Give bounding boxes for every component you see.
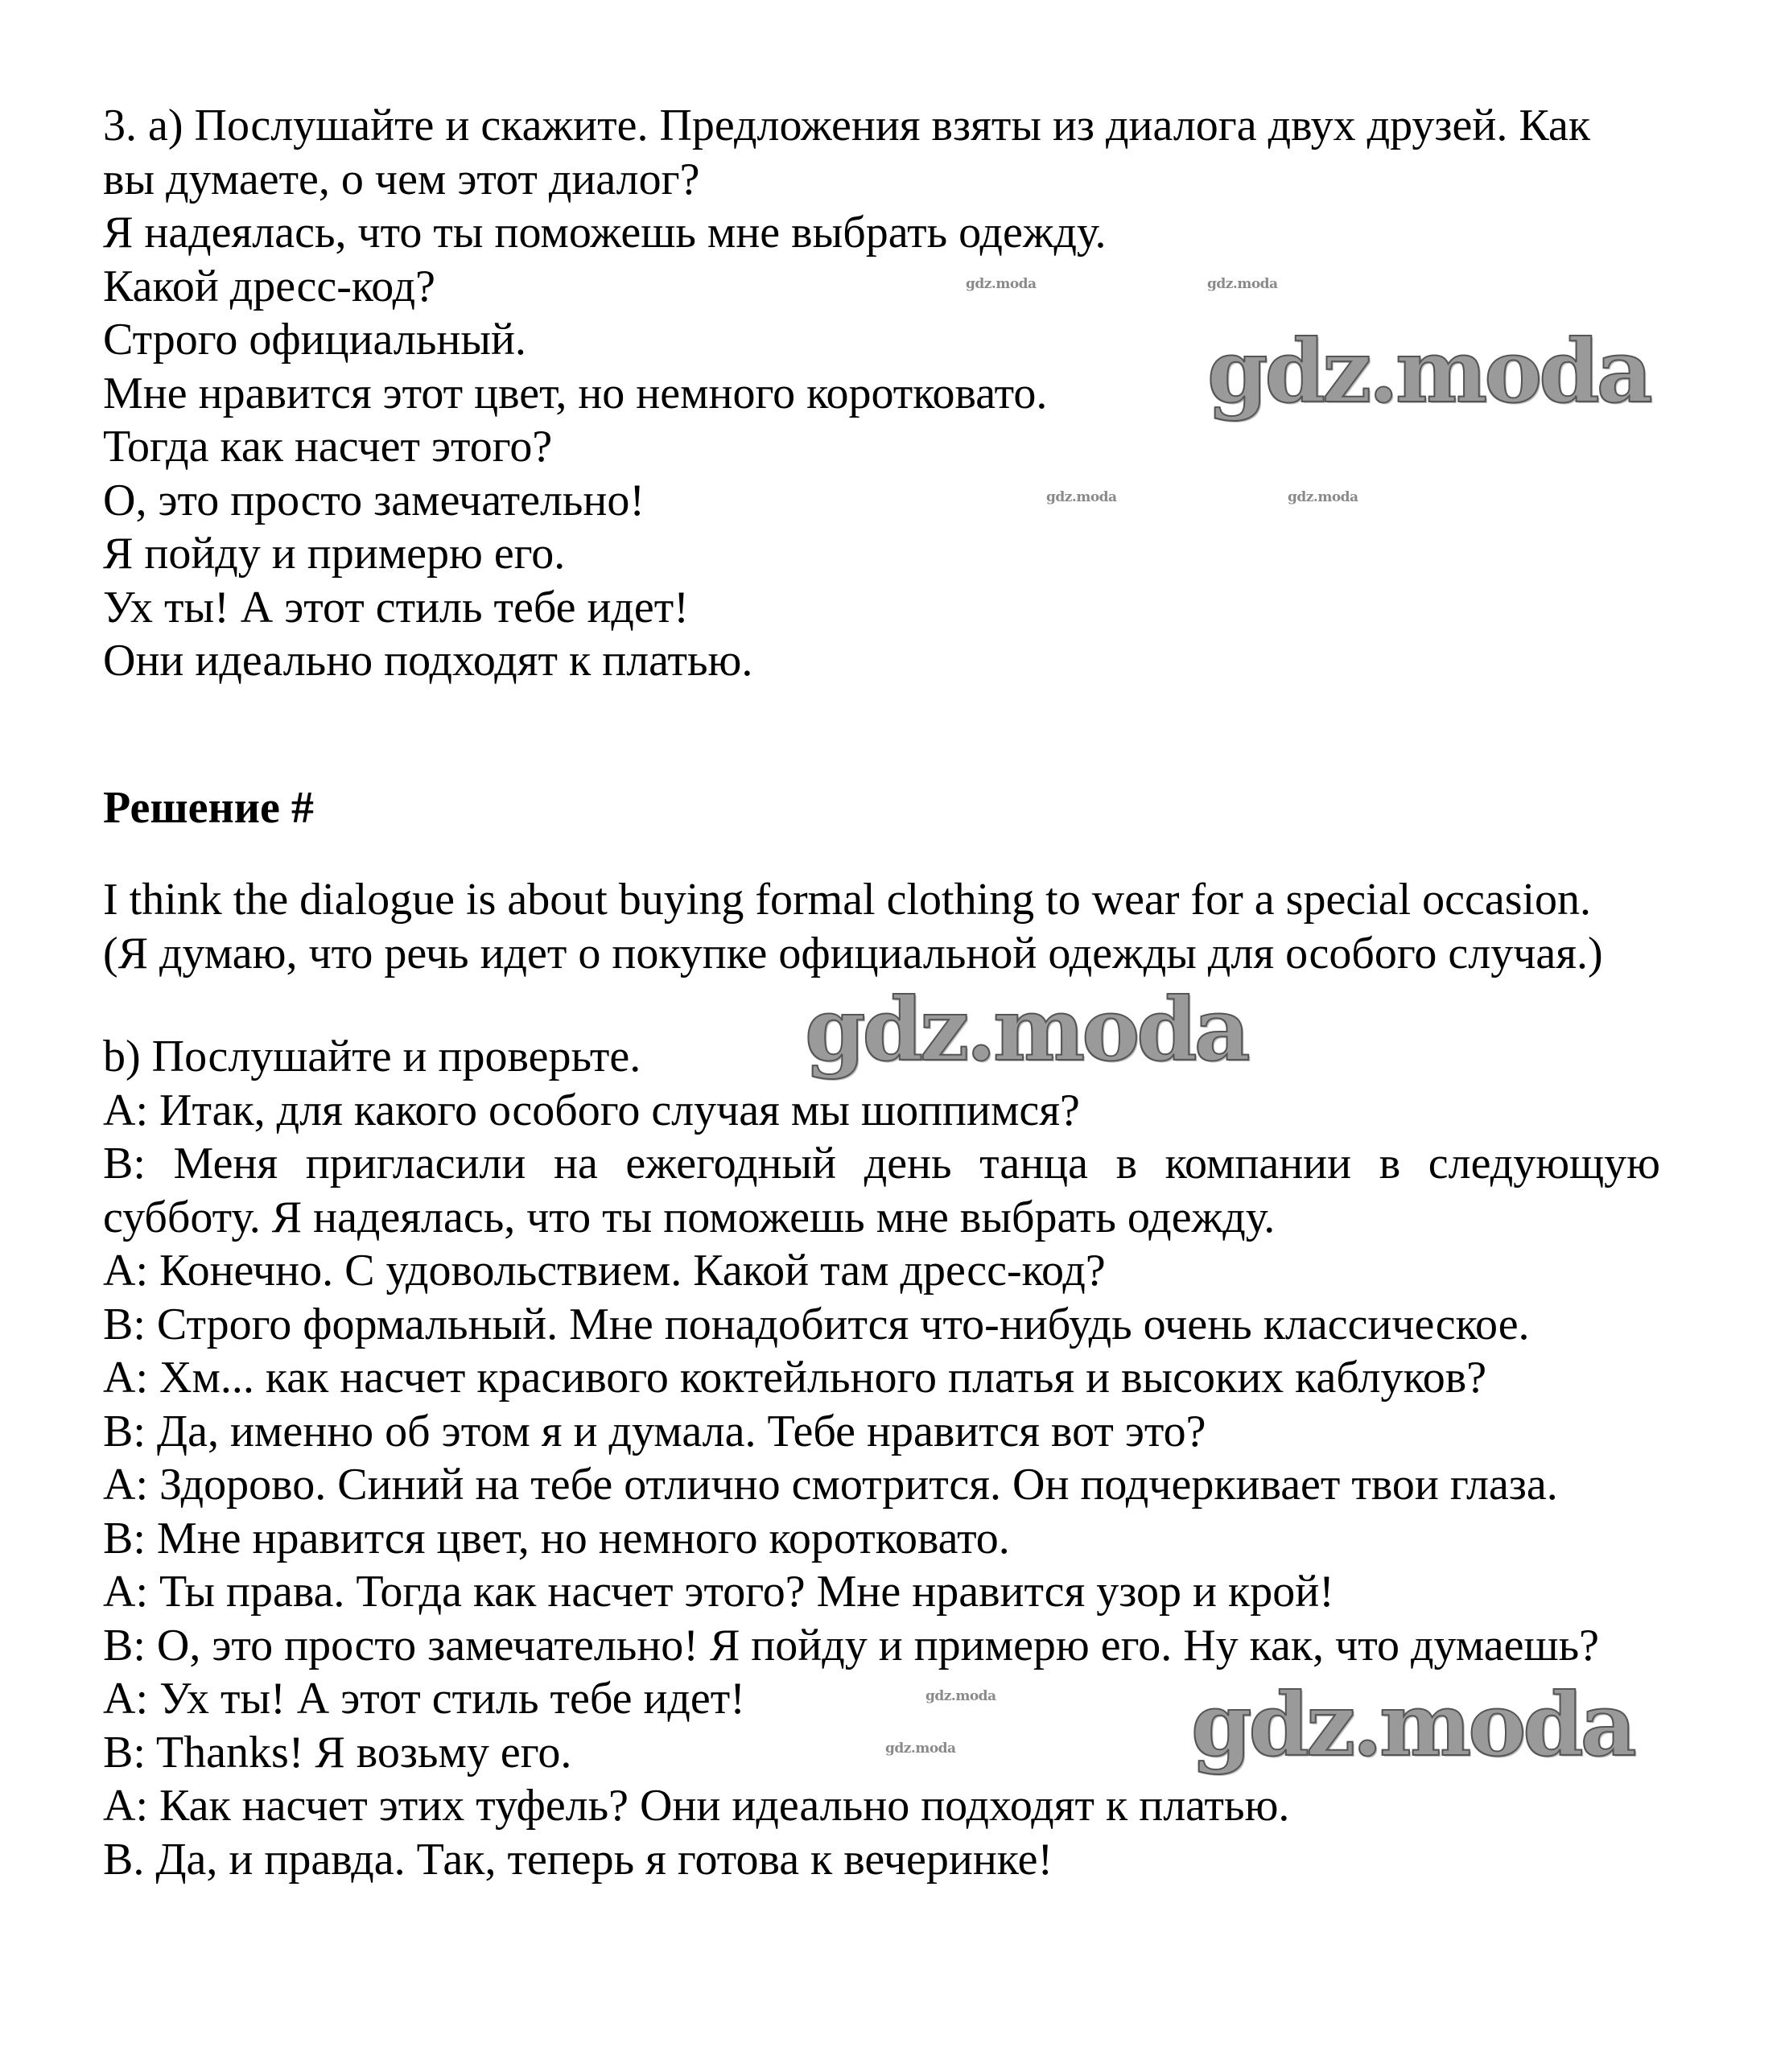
task-a-line: Они идеально подходят к платью. [103,636,753,686]
dialogue-line: B: О, это просто замечательно! Я пойду и примерю его. Ну как, что думаешь? [103,1620,1599,1670]
dialogue-line: A: Ух ты! А этот стиль тебе идет! [103,1674,745,1724]
watermark-small: gdz.moda [885,1740,956,1757]
task-a-line: Тогда как насчет этого? [103,422,553,472]
watermark-small: gdz.moda [1046,489,1117,505]
dialogue-line: B: Меня пригласили на ежегодный день танца в компании в следующую [103,1139,1660,1188]
watermark-small: gdz.moda [1288,489,1358,505]
dialogue-line: B: Мне нравится цвет, но немного коротковато. [103,1513,1010,1563]
watermark: gdz.moda [1207,321,1650,422]
dialogue-line-continuation: субботу. Я надеялась, что ты поможешь мне выбрать одежду. [103,1192,1276,1242]
task-a-line: Строго официальный. [103,315,526,365]
task-b-heading: b) Послушайте и проверьте. [103,1032,641,1081]
dialogue-line: A: Конечно. С удовольствием. Какой там дресс-код? [103,1246,1106,1296]
answer-line: (Я думаю, что речь идет о покупке официальной одежды для особого случая.) [103,928,1603,978]
dialogue-line: A: Здорово. Синий на тебе отлично смотрится. Он подчеркивает твои глаза. [103,1460,1558,1510]
dialogue-line: A: Итак, для какого особого случая мы шоппимся? [103,1085,1080,1135]
dialogue-line: A: Ты права. Тогда как насчет этого? Мне нравится узор и крой! [103,1567,1334,1617]
task-a-line: Какой дресс-код? [103,261,435,311]
task-a-line: О, это просто замечательно! [103,475,645,525]
task-a-line: Я надеялась, что ты поможешь мне выбрать одежду. [103,208,1107,257]
task-a-line: Ух ты! А этот стиль тебе идет! [103,582,689,632]
task-a-line: Мне нравится этот цвет, но немного коротковато. [103,368,1048,418]
watermark-small: gdz.moda [1207,276,1278,292]
watermark-small: gdz.moda [966,276,1037,292]
watermark: gdz.moda [1191,1674,1634,1776]
dialogue-line: B: Строго формальный. Мне понадобится что-нибудь очень классическое. [103,1299,1530,1349]
watermark: gdz.moda [805,979,1247,1081]
solution-answer [103,873,1660,980]
dialogue-line: B: Thanks! Я возьму его. [103,1727,572,1777]
task-a-line: вы думаете, о чем этот диалог? [103,154,700,204]
dialogue-line: A: Как насчет этих туфель? Они идеально подходят к платью. [103,1781,1290,1831]
dialogue-line: B: Да, именно об этом я и думала. Тебе нравится вот это? [103,1406,1206,1456]
dialogue-line: B. Да, и правда. Так, теперь я готова к вечеринке! [103,1834,1053,1885]
watermark-small: gdz.moda [925,1688,996,1704]
dialogue-line: A: Хм... как насчет красивого коктейльного платья и высоких каблуков? [103,1353,1487,1403]
task-a-line: 3. а) Послушайте и скажите. Предложения взяты из диалога двух друзей. Как [103,101,1591,150]
solution-heading: Решение # [103,783,314,833]
task-a-line: Я пойду и примерю его. [103,529,566,579]
answer-line: I think the dialogue is about buying formal clothing to wear for a special occasion. [103,875,1592,925]
